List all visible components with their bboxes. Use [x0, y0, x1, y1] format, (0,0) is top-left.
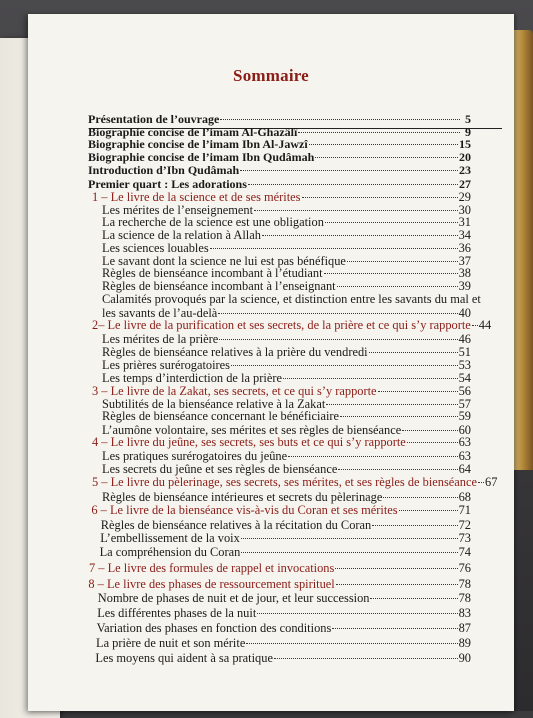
toc-entry-page-number: 15 [459, 137, 471, 151]
toc-entry-label: 7 – Le livre des formules de rappel et invocations [89, 561, 335, 575]
toc-entry-page-number: 71 [458, 503, 471, 517]
toc-entry-page-number: 30 [458, 203, 471, 217]
toc-entry-page-number: 74 [458, 545, 471, 559]
dot-leader [298, 132, 460, 133]
toc-entry-page-number: 59 [458, 409, 471, 423]
toc-entry-page-number: 5 [465, 112, 471, 126]
dot-leader [220, 119, 460, 120]
dot-leader [257, 613, 457, 614]
toc-entry [101, 518, 471, 532]
toc-entry [102, 215, 471, 229]
toc-entry [102, 332, 471, 346]
dot-leader [337, 286, 458, 287]
toc-entry [92, 475, 498, 489]
toc-entry-page-number: 67 [485, 475, 498, 489]
toc-entry-page-number: 64 [458, 462, 471, 476]
toc-entry-label: Biographie concise de l’imam Al-Ghazâlî [88, 125, 298, 139]
toc-entry [102, 449, 471, 463]
toc-entry [100, 531, 471, 545]
dot-leader [326, 404, 457, 405]
table-of-contents [28, 14, 514, 711]
toc-entry-page-number: 78 [458, 591, 471, 605]
dot-leader [370, 598, 457, 599]
toc-entry [97, 621, 471, 635]
dot-leader [288, 456, 458, 457]
toc-entry-label: Règles de bienséance incombant à l’étudiant [102, 266, 323, 280]
toc-entry [92, 190, 471, 204]
dot-leader [283, 378, 458, 379]
toc-entry [88, 177, 471, 191]
toc-entry-page-number: 51 [458, 345, 471, 359]
toc-entry [102, 409, 471, 423]
toc-entry-label: L’embellissement de la voix [100, 531, 240, 545]
toc-entry-label: 3 – Le livre de la Zakat, ses secrets, et ce qui s’y rapporte [92, 384, 377, 398]
toc-entry [95, 651, 471, 665]
toc-entry [96, 636, 471, 650]
toc-entry-label: Calamités provoqués par la science, et distinction entre les savants du mal et [102, 292, 481, 306]
toc-entry-page-number: 56 [458, 384, 471, 398]
toc-entry [88, 112, 471, 126]
dot-leader [325, 222, 458, 223]
toc-entry [102, 345, 471, 359]
toc-entry-page-number: 53 [458, 358, 471, 372]
toc-entry-page-number: 57 [458, 397, 471, 411]
toc-entry [88, 163, 471, 177]
toc-entry-label: Biographie concise de l’imam Ibn Qudâmah [88, 150, 315, 164]
toc-entry-label: les savants de l’au-delà [102, 306, 218, 320]
toc-entry-page-number: 31 [458, 215, 471, 229]
toc-entry [102, 266, 471, 280]
toc-entry-label: Règles de bienséance relatives à la prière du vendredi [102, 345, 368, 359]
toc-entry-label: Les temps d’interdiction de la prière [102, 371, 282, 385]
toc-entry-label: Les différentes phases de la nuit [97, 606, 257, 620]
dot-leader [218, 313, 457, 314]
dot-leader [210, 248, 458, 249]
toc-entry [92, 384, 471, 398]
toc-entry-label: Règles de bienséance intérieures et secrets du pèlerinage [102, 490, 383, 504]
toc-entry-label: 4 – Le livre du jeûne, ses secrets, ses buts et ce qui s’y rapporte [92, 435, 406, 449]
toc-entry-label: Les secrets du jeûne et ses règles de bienséance [102, 462, 338, 476]
toc-entry [102, 371, 471, 385]
toc-entry-label: Le savant dont la science ne lui est pas bénéfique [102, 254, 346, 268]
dot-leader [402, 430, 457, 431]
toc-entry [102, 358, 471, 372]
dot-leader [246, 643, 457, 644]
toc-entry-label: Variation des phases en fonction des conditions [96, 621, 332, 635]
dot-leader [472, 325, 478, 326]
toc-entry [88, 150, 471, 164]
toc-entry-label: Nombre de phases de nuit et de jour, et leur succession [97, 591, 370, 605]
dot-leader [335, 568, 457, 569]
toc-entry-page-number: 34 [458, 228, 471, 242]
toc-entry-page-number: 9 [465, 125, 471, 139]
toc-entry-label: Règles de bienséance relatives à la récitation du Coran [100, 518, 372, 532]
toc-entry-page-number: 23 [459, 163, 471, 177]
toc-entry-page-number: 54 [458, 371, 471, 385]
toc-entry [89, 561, 471, 575]
toc-entry-page-number: 60 [458, 423, 471, 437]
toc-entry [88, 137, 471, 151]
toc-entry [97, 606, 471, 620]
toc-entry-label: Présentation de l’ouvrage [88, 112, 220, 126]
toc-entry-page-number: 90 [458, 651, 471, 665]
toc-entry-page-number: 87 [458, 621, 471, 635]
toc-entry-label: Subtilités de la bienséance relative à la Zakat [102, 397, 326, 411]
dot-leader [241, 552, 457, 553]
toc-entry-label: Biographie concise de l’imam Ibn Al-Jawzî [88, 137, 308, 151]
toc-entry-page-number: 89 [458, 636, 471, 650]
toc-entry-page-number: 36 [458, 241, 471, 255]
toc-entry-label: Règles de bienséance incombant à l’enseignant [102, 279, 336, 293]
toc-entry [100, 545, 471, 559]
toc-entry-page-number: 73 [458, 531, 471, 545]
toc-entry [102, 292, 481, 306]
dot-leader [383, 497, 457, 498]
dot-leader [478, 482, 484, 483]
toc-entry [92, 318, 492, 332]
toc-entry [91, 503, 471, 517]
toc-entry [102, 228, 471, 242]
toc-entry-label: 8 – Le livre des phases de ressourcement spirituel [88, 577, 335, 591]
toc-entry-page-number: 68 [458, 490, 471, 504]
toc-entry-page-number: 63 [458, 449, 471, 463]
dot-leader [231, 365, 458, 366]
dot-leader [347, 261, 458, 262]
toc-entry-page-number: 27 [459, 177, 471, 191]
toc-entry-page-number: 63 [458, 435, 471, 449]
book-page [28, 14, 514, 711]
toc-entry [102, 279, 471, 293]
toc-entry-page-number: 72 [458, 518, 471, 532]
toc-entry-label: La recherche de la science est une obligation [102, 215, 324, 229]
toc-entry-label: Les pratiques surérogatoires du jeûne [102, 449, 288, 463]
dot-leader [369, 352, 458, 353]
dot-leader [302, 197, 458, 198]
toc-entry-label: Introduction d’Ibn Qudâmah [88, 163, 240, 177]
toc-entry-page-number: 76 [458, 561, 471, 575]
dot-leader [324, 273, 458, 274]
dot-leader [254, 210, 458, 211]
toc-entry-page-number: 83 [458, 606, 471, 620]
toc-entry-page-number: 44 [478, 318, 492, 332]
dot-leader [248, 184, 458, 185]
dot-leader [338, 469, 457, 470]
toc-entry [102, 462, 471, 476]
toc-entry-page-number: 78 [458, 577, 471, 591]
toc-entry-page-number: 39 [458, 279, 471, 293]
toc-entry [102, 241, 471, 255]
toc-entry-label: L’aumône volontaire, ses mérites et ses règles de bienséance [102, 423, 402, 437]
toc-entry-label: La science de la relation à Allah [102, 228, 261, 242]
toc-entry-label: 2– Le livre de la purification et ses secrets, de la prière et ce qui s’y rapporte [92, 318, 471, 332]
page-title: Sommaire [233, 66, 309, 85]
toc-entry-page-number: 46 [458, 332, 471, 346]
dot-leader [378, 391, 458, 392]
toc-entry-page-number: 40 [458, 306, 471, 320]
toc-entry-label: La prière de nuit et son mérite [96, 636, 246, 650]
dot-leader [262, 235, 458, 236]
dot-leader [315, 157, 458, 158]
toc-entry-label: 1 – Le livre de la science et de ses mérites [92, 190, 301, 204]
toc-entry-label: Règles de bienséance concernant le bénéficiaire [102, 409, 340, 423]
dot-leader [399, 510, 458, 511]
dot-leader [340, 416, 458, 417]
toc-entry-label: Premier quart : Les adorations [88, 177, 247, 191]
toc-entry-label: Les sciences louables [102, 241, 209, 255]
toc-entry-page-number: 29 [458, 190, 471, 204]
toc-entry [102, 490, 471, 504]
toc-entry [88, 577, 471, 591]
dot-leader [407, 442, 458, 443]
toc-entry-page-number: 37 [458, 254, 471, 268]
dot-leader [372, 525, 457, 526]
toc-entry [92, 435, 471, 449]
dot-leader [219, 339, 457, 340]
toc-entry-label: Les moyens qui aident à sa pratique [95, 651, 273, 665]
dot-leader [274, 658, 458, 659]
toc-entry [98, 591, 471, 605]
toc-entry-label: La compréhension du Coran [99, 545, 241, 559]
dot-leader [240, 170, 458, 171]
dot-leader [241, 538, 458, 539]
dot-leader [332, 628, 457, 629]
dot-leader [336, 584, 458, 585]
toc-entry-label: Les prières surérogatoires [102, 358, 230, 372]
toc-entry-page-number: 20 [459, 150, 471, 164]
toc-entry-label: 5 – Le livre du pèlerinage, ses secrets, ses mérites, et ses règles de bienséance [92, 475, 477, 489]
toc-entry-page-number: 38 [458, 266, 471, 280]
toc-entry-label: 6 – Le livre de la bienséance vis-à-vis du Coran et ses mérites [91, 503, 398, 517]
toc-entry-label: Les mérites de la prière [102, 332, 219, 346]
dot-leader [309, 144, 458, 145]
toc-entry-label: Les mérites de l’enseignement [102, 203, 254, 217]
